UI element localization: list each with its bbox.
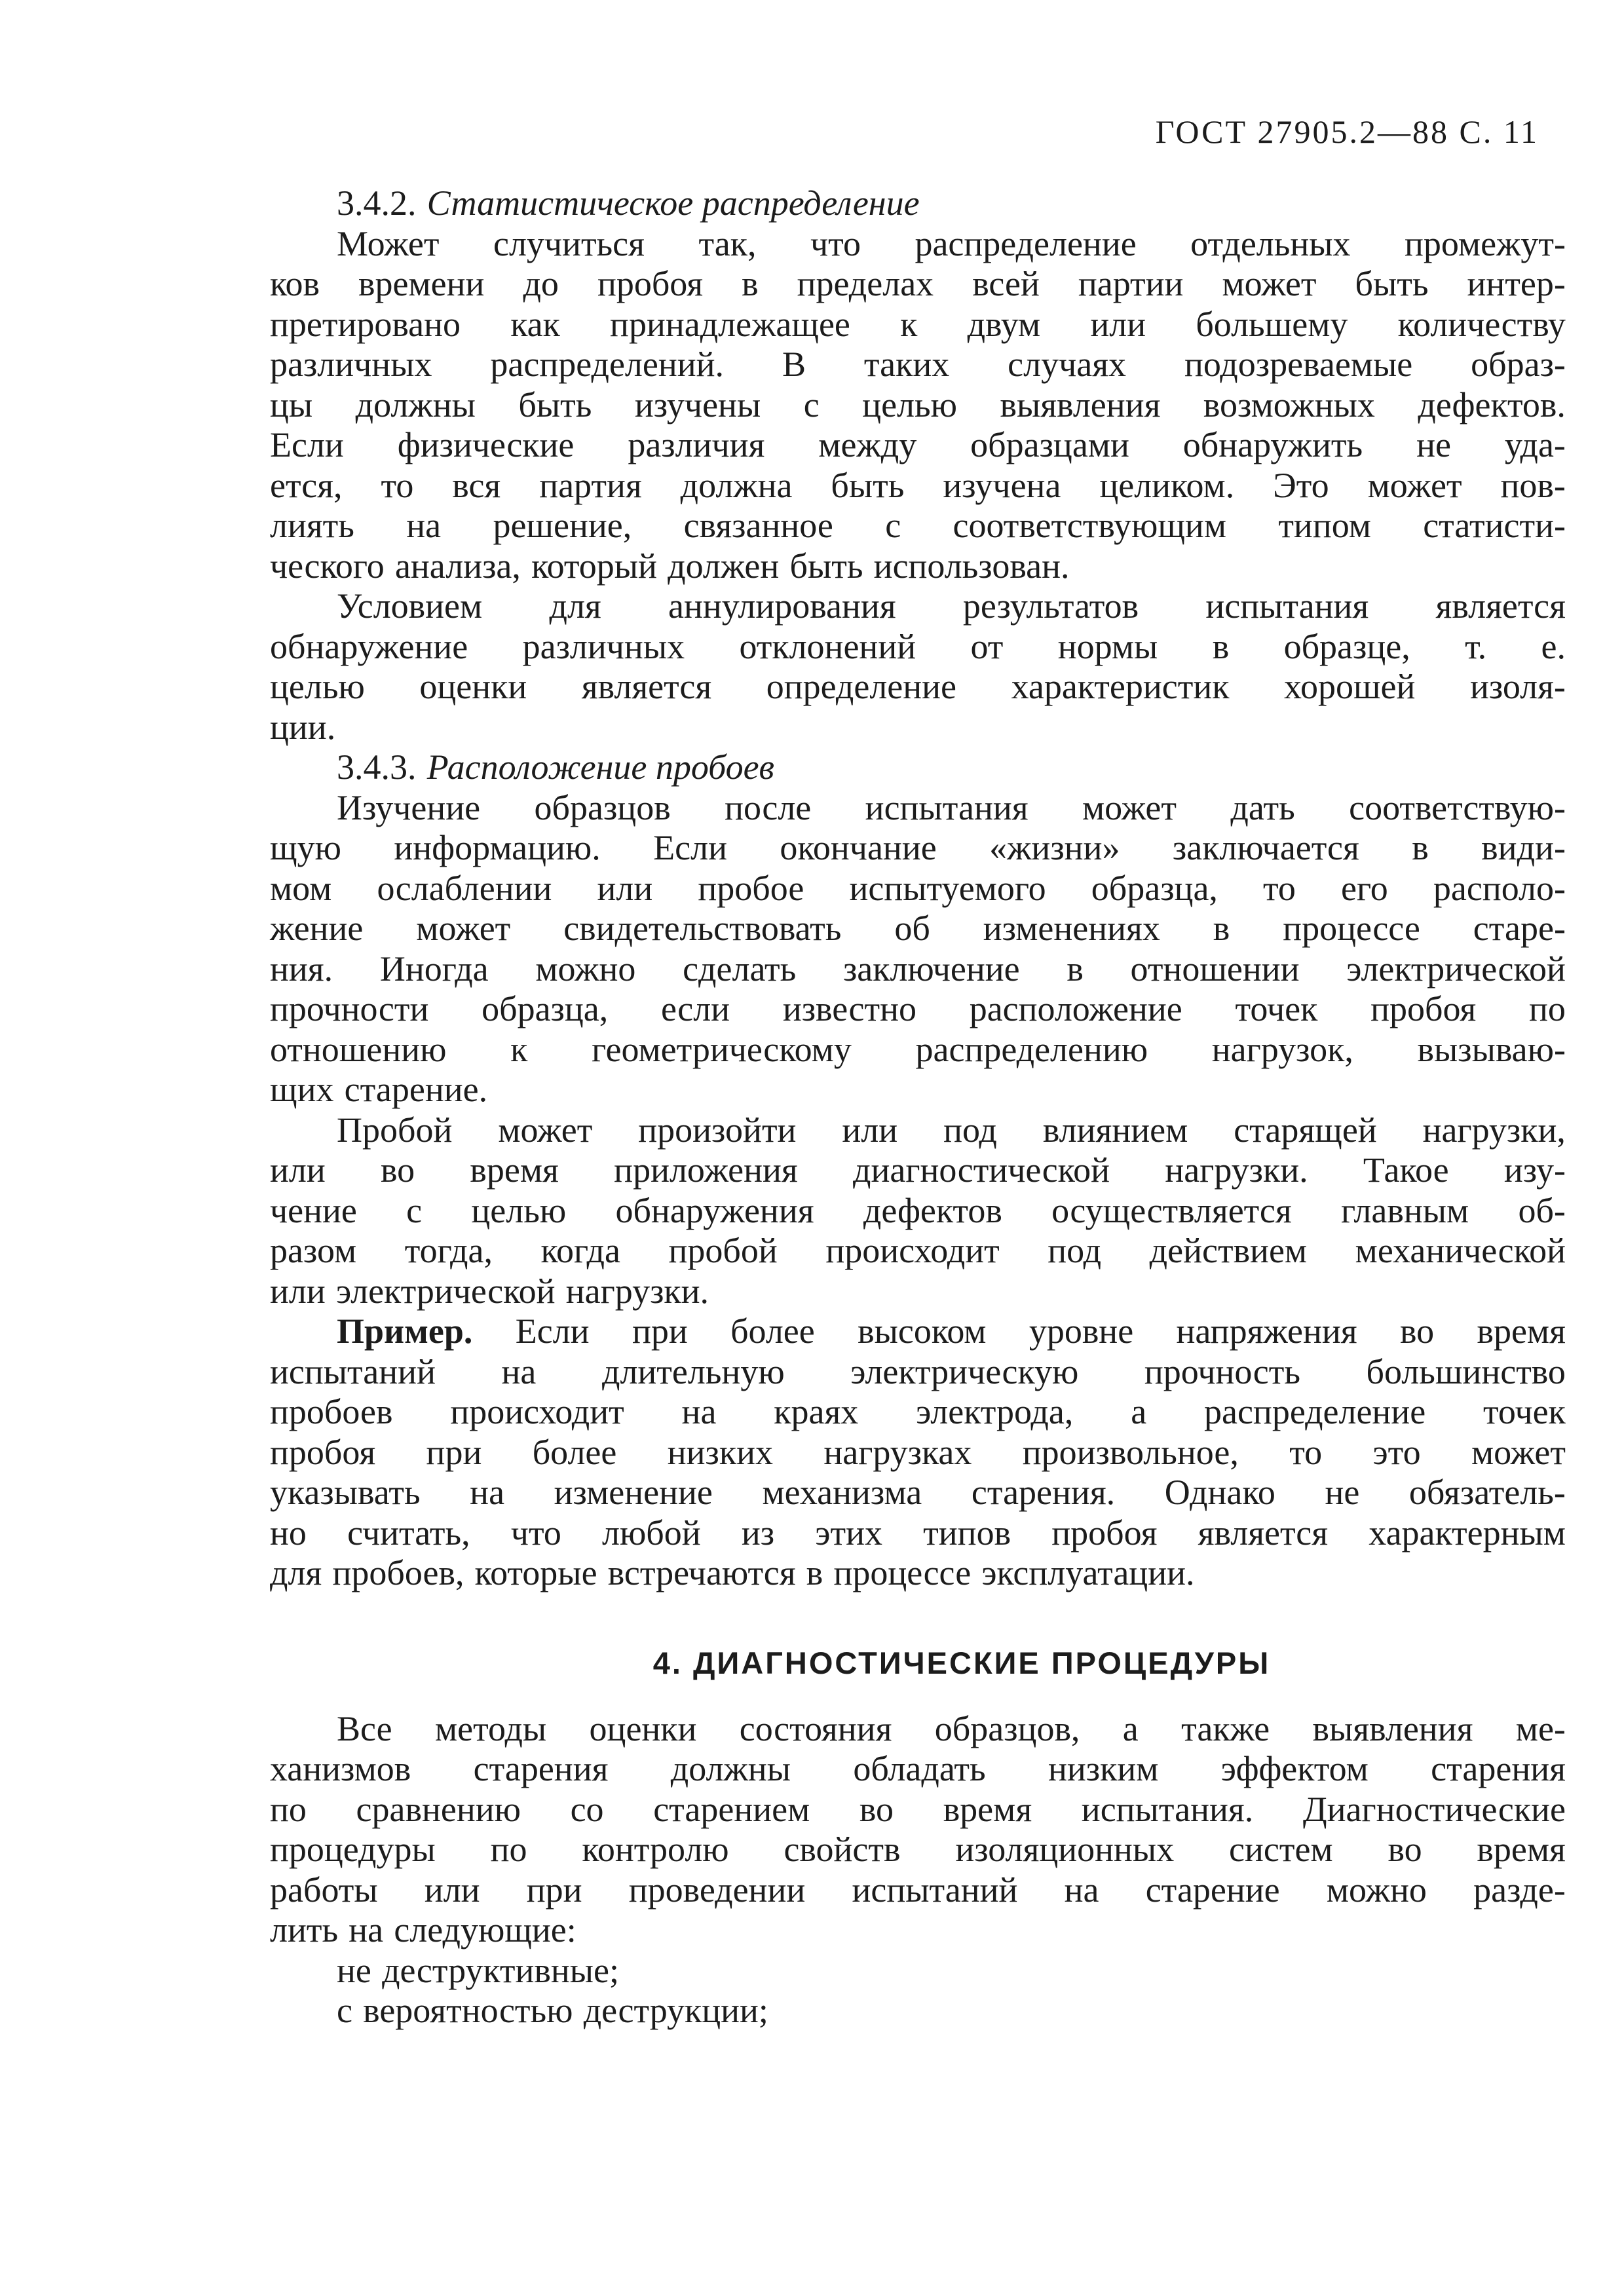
text-line: различных распределений. В таких случаях подозреваемые образ- [270,345,1566,384]
text-line: щих старение. [270,1070,488,1109]
text-line: лить на следующие: [270,1910,576,1949]
text-line: отношению к геометрическому распределению нагрузок, вызываю- [270,1029,1566,1069]
document-body [270,183,1575,2031]
text-line: ния. Иногда можно сделать заключение в отношении электрической [270,949,1566,988]
section-heading-343 [270,747,1575,788]
list [270,1951,1575,2031]
example-lead: Пример. [337,1311,473,1351]
text-line: Может случиться так, что распределение отдельных промежут- [337,223,1566,263]
text-line: по сравнению со старением во время испытания. Диагностические [270,1789,1566,1829]
paragraph [270,224,1575,587]
paragraph [270,788,1575,1110]
example-paragraph [270,1311,1575,1594]
text-line: пробоев происходит на краях электрода, а распределение точек [270,1392,1566,1431]
section-heading-4: 4. ДИАГНОСТИЧЕСКИЕ ПРОЦЕДУРЫ [652,1645,1271,1680]
text-line: работы или при проведении испытаний на старение можно разде- [270,1870,1566,1910]
text-line: испытаний на длительную электрическую прочность большинство [270,1351,1566,1391]
paragraph [270,1110,1575,1312]
section-number: 3.4.2. [337,183,417,223]
text-line: ков времени до пробоя в пределах всей партии может быть интер- [270,264,1566,303]
text-line: обнаружение различных отклонений от нормы в образце, т. е. [270,626,1566,666]
paragraph [270,586,1575,747]
text-line: целью оценки является определение характеристик хорошей изоля- [270,667,1566,706]
text-line: Если физические различия между образцами обнаружить не уда- [270,425,1566,464]
text-line: ется, то вся партия должна быть изучена целиком. Это может пов- [270,465,1566,505]
text-line: или во время приложения диагностической нагрузки. Такое изу- [270,1150,1566,1190]
text-line: претировано как принадлежащее к двум или большему количеству [270,304,1566,344]
text-line: цы должны быть изучены с целью выявления возможных дефектов. [270,385,1566,424]
text-line: лиять на решение, связанное с соответствующим типом статисти- [270,506,1566,545]
text-line: разом тогда, когда пробой происходит под действием механической [270,1231,1566,1270]
text-line: Все методы оценки состояния образцов, а также выявления ме- [337,1708,1566,1748]
text-line: пробоя при более низких нагрузках произвольное, то это может [270,1432,1566,1472]
text-line: прочности образца, если известно расположение точек пробоя по [270,989,1566,1028]
text-line: чение с целью обнаружения дефектов осуществляется главным об- [270,1190,1566,1230]
paragraph [270,1709,1575,1951]
text-line: для пробоев, которые встречаются в процессе эксплуатации. [270,1553,1195,1592]
text-line: Изучение образцов после испытания может дать соответствую- [337,787,1566,827]
page-header: ГОСТ 27905.2—88 С. 11 [1155,113,1539,150]
section-number: 3.4.3. [337,747,417,787]
text-line: щую информацию. Если окончание «жизни» заключается в види- [270,828,1566,867]
text-line: Условием для аннулирования результатов испытания является [337,586,1566,626]
text-line: ханизмов старения должны обладать низким эффектом старения [270,1749,1566,1788]
section-title: Статистическое распределение [426,183,920,223]
text-line: или электрической нагрузки. [270,1271,709,1311]
text-line: не деструктивные; [337,1950,620,1990]
text-line: Пробой может произойти или под влиянием старящей нагрузки, [337,1110,1566,1150]
text-line: жение может свидетельствовать об изменениях в процессе старе- [270,909,1566,948]
text-line: процедуры по контролю свойств изоляционных систем во время [270,1830,1566,1869]
text-line: указывать на изменение механизма старения. Однако не обязатель- [270,1473,1566,1512]
text-line: мом ослаблении или пробое испытуемого образца, то его располо- [270,868,1566,908]
spacer [270,1594,1575,1637]
section-title: Расположение пробоев [426,747,774,787]
text-line: ции. [270,707,336,747]
text-line: ческого анализа, который должен быть использован. [270,546,1070,586]
text-line: но считать, что любой из этих типов пробоя является характерным [270,1513,1566,1553]
text-line: с вероятностью деструкции; [337,1991,768,2030]
text-line: Пример. Если при более высоком уровне напряжения во время [337,1311,1566,1351]
section-heading-342 [270,183,1575,224]
spacer [270,1689,1575,1709]
